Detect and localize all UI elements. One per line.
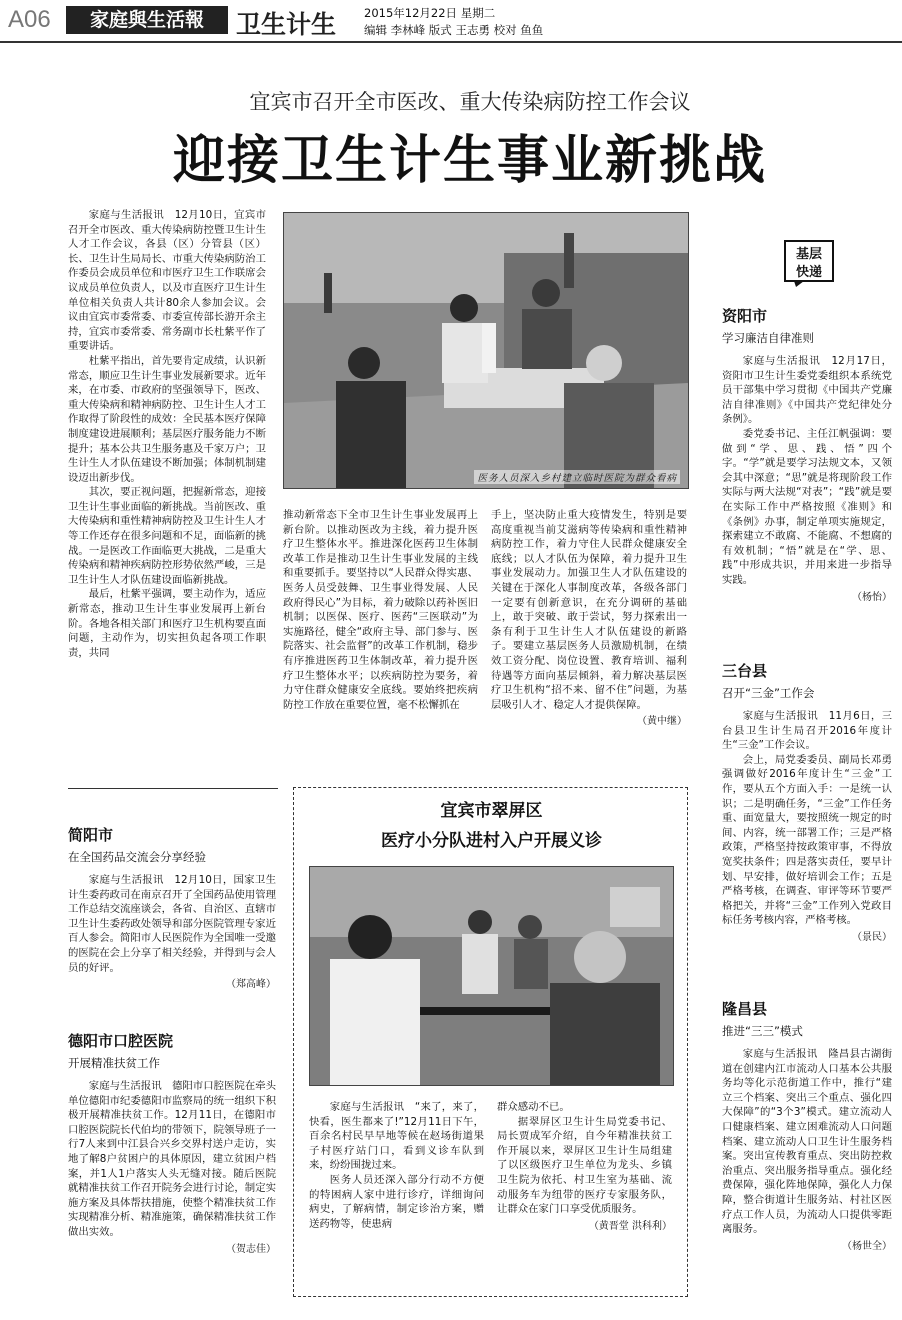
brief-body: 家庭与生活报讯 11月6日，三台县卫生计生局召开2016年度计生“三金”工作会议。 bbox=[722, 710, 892, 752]
lead-column-2 bbox=[283, 508, 478, 770]
clinic-scene-image bbox=[284, 213, 688, 488]
brief-body: 家庭与生活报讯 12月10日，国家卫生计生委药政司在南京召开了全国药品使用管理工作总结交流座谈会，各省、自治区、直辖市卫生计生委药政处领导和部分医院管理专家近百人参会。简阳市人民医院作为全国唯一受邀的医院在会上分享了相关经验，并得到与会人员的好评。 bbox=[68, 874, 276, 974]
lead-paragraph: 推动新常态下全市卫生计生事业发展再上新台阶。以推动医改为主线，着力提升医疗卫生整体水平。推进深化医药卫生体制改革工作是推动卫生计生事业发展的主线和重要抓手。要坚持以“人民群众得实惠、医务人员受鼓舞、卫生事业得发展、人民政府得民心”为目标，着力破除以药补医旧机制；以医保、医疗、医药“三医联动”为实施路径，健全“政府主导、部门参与、医院落实、社会监督”的改革工作机制，稳步有序推进医药卫生体制改革，着力提升医疗卫生整体水平；以疾病防控为要务，着力守住群众健康安全底线。要始终把疾病防控工作放在重要位置，毫不松懈抓在 bbox=[283, 509, 478, 711]
byline: （黄晋堂 洪科利） bbox=[588, 1220, 672, 1232]
lead-column-1 bbox=[68, 208, 266, 768]
divider bbox=[68, 788, 278, 789]
lead-paragraph: 手上，坚决防止重大疫情发生，特别是要高度重视当前艾滋病等传染病和重性精神病防控工作，着力守住人民群众健康安全底线；以人才队伍为保障，着力提升卫生事业发展动力。加强卫生人才队伍建设的关键在于深化人事制度改革，各级各部门一定要有创新意识，在充分调研的基础上，敢于突破、敢于尝试，努力探索出一条有利于卫生计生人才队伍建设的新路子。要建立基层医务人员激励机制，在绩效工资分配、岗位设置、教育培训、福利待遇等方面向基层倾斜，着力解决基层医疗卫生机构“招不来、留不住”问题，为基层吸引人才、稳定人才提供保障。 bbox=[491, 509, 687, 711]
brief-subtitle: 推进“三三”模式 bbox=[722, 1024, 803, 1038]
issue-date: 2015年12月22日 星期二 bbox=[364, 6, 496, 20]
cuiping-paragraph: 家庭与生活报讯 “来了，来了，快看，医生都来了!”12月11日下午，百余名村民早早地等候在赵场街道果子村医疗站门口，看到义诊车队到来，纷纷围拢过来。 bbox=[309, 1101, 484, 1172]
cuiping-column-2 bbox=[497, 1100, 672, 1290]
byline: （黄中继） bbox=[637, 716, 687, 728]
brief-place: 隆昌县 bbox=[722, 1000, 768, 1018]
byline: （杨世全） bbox=[842, 1240, 892, 1252]
brief-place: 资阳市 bbox=[722, 307, 768, 325]
byline: （贺志佳） bbox=[226, 1243, 276, 1255]
brief-subtitle: 学习廉洁自律准则 bbox=[722, 331, 814, 345]
cuiping-title: 医疗小分队进村入户开展义诊 bbox=[381, 831, 602, 851]
cuiping-paragraph: 群众感动不已。 bbox=[497, 1101, 570, 1113]
section-name: 卫生计生 bbox=[236, 10, 337, 39]
brief-deyang bbox=[68, 1030, 276, 1300]
brief-subtitle: 召开“三金”工作会 bbox=[722, 686, 815, 700]
paper-name-logo: 家庭與生活報 bbox=[66, 6, 228, 34]
lead-column-3 bbox=[491, 508, 687, 770]
editor-credits: 编辑 李林峰 版式 王志勇 校对 鱼鱼 bbox=[364, 23, 544, 37]
brief-place: 德阳市口腔医院 bbox=[68, 1032, 174, 1050]
cuiping-paragraph: 据翠屏区卫生计生局党委书记、局长贾成军介绍，自今年精准扶贫工作开展以来，翠屏区卫生计生局组建了以区级医疗卫生单位为龙头、乡镇卫生院为依托、村卫生室为基础、流动服务车为纽带的医疗专家服务队，让群众在家门口享受优质服务。 bbox=[497, 1115, 672, 1216]
brief-body: 家庭与生活报讯 隆昌县古湖街道在创建内江市流动人口基本公共服务均等化示范街道工作中，推行“建立三个档案、突出三个重点、强化四大保障”的“3个3”模式。建立流动人口健康档案、建立困难流动人口问题档案、建立流动人口卫生计生服务档案。突出宣传教育重点、突出防控救治重点、突出服务指导重点。强化经费保障，强化阵地保障，强化人力保障，整合街道计生服务站、村社区医疗点工作人员，为流动人口提供零距离服务。 bbox=[722, 1048, 892, 1236]
brief-longchang bbox=[722, 998, 892, 1300]
brief-subtitle: 开展精准扶贫工作 bbox=[68, 1056, 160, 1070]
lead-photo bbox=[283, 212, 689, 489]
brief-body: 家庭与生活报讯 德阳市口腔医院在牵头单位德阳市纪委德阳市监察局的统一组织下积极开展精准扶贫工作。12月11日，在德阳市口腔医院院长代伯均的带领下，院领导班子一行7人来到中江县合兴乡交界村送户走访，实地了解8户贫困户的具体原因，建立贫困户档案，并1人1户落实人头无缝对接。随后医院就精准扶贫工作召开院务会进行讨论，制定实施方案及具体帮扶措施，使整个精准扶贫工作实现精准分析、精准施策，确保精准扶贫工作做出实效。 bbox=[68, 1080, 276, 1238]
lead-paragraph: 其次，要正视问题，把握新常态，迎接卫生计生事业面临的新挑战。当前医改、重大传染病和重性精神病防控及卫生计生人才等工作还存在很多问题和不足，面临新的挑战。一是医改工作面临更大挑战，二是重大传染病和精神疾病防控形势依然严峻，三是卫生计生人才队伍建设面临新挑战。 bbox=[68, 486, 266, 586]
lead-kicker: 宜宾市召开全市医改、重大传染病防控工作会议 bbox=[249, 90, 691, 114]
news-brief-badge bbox=[784, 240, 834, 288]
lead-paragraph: 杜紫平指出，首先要肯定成绩，认识新常态，顺应卫生计生事业发展新要求。近年来，在市委、市政府的坚强领导下，医改、重大传染病和精神病防控、卫生计生人才工作取得了阶段性的成效：全民基本医疗保障制度建设进展顺利；基层医疗服务能力不断提升；基本公共卫生服务惠及千家万户；卫生计生人才队伍建设不断加强；体制机制建设迈出新步伐。 bbox=[68, 354, 266, 484]
byline: （杨怡） bbox=[852, 591, 892, 603]
brief-subtitle: 在全国药品交流会分享经验 bbox=[68, 850, 206, 864]
cuiping-paragraph: 医务人员还深入部分行动不方便的特困病人家中进行诊疗，详细询问病史，了解病情，制定诊治方案，赠送药物等，使患病 bbox=[309, 1173, 484, 1230]
lead-headline: 迎接卫生计生事业新挑战 bbox=[172, 130, 767, 191]
brief-place: 三台县 bbox=[722, 662, 768, 680]
brief-jianyang bbox=[68, 824, 276, 1004]
byline: （景民） bbox=[852, 931, 892, 943]
brief-santai bbox=[722, 660, 892, 985]
badge-line-2: 快递 bbox=[795, 265, 822, 280]
masthead bbox=[0, 0, 902, 42]
brief-place: 简阳市 bbox=[68, 826, 114, 844]
lead-paragraph: 最后，杜紫平强调，要主动作为，适应新常态，推动卫生计生事业发展再上新台阶。各地各相关部门和医疗卫生机构要直面问题，主动作为，切实担负起各项工作职责，共同 bbox=[68, 588, 266, 659]
brief-ziyang bbox=[722, 305, 892, 645]
byline: （郑高峰） bbox=[226, 979, 276, 991]
cuiping-place: 宜宾市翠屏区 bbox=[440, 801, 543, 821]
badge-line-1: 基层 bbox=[795, 247, 822, 262]
cuiping-column-1 bbox=[309, 1100, 484, 1290]
photo-caption: 医务人员深入乡村建立临时医院为群众看病 bbox=[474, 470, 680, 484]
page-number: A06 bbox=[8, 6, 51, 33]
cuiping-box bbox=[293, 787, 688, 1297]
brief-body: 家庭与生活报讯 12月17日，资阳市卫生计生委党委组织本系统党员干部集中学习贯彻《中国共产党廉洁自律准则》《中国共产党纪律处分条例》。 bbox=[722, 355, 892, 426]
masthead-rule bbox=[0, 41, 902, 43]
brief-body: 委党委书记、主任江帆强调：要做到“学、思、践、悟”四个字。“学”就是要学习法规文本，又领会其中深意；“思”就是将现阶段工作实际与两大法规“对表”；“践”就是要在实际工作中严格按照《准则》和《条例》办事，制定单项实施规定，探索建立不敢腐、不能腐、不想腐的有效机制；“悟”就是在“学、思、践”中形成共识，并用来进一步指导实践。 bbox=[722, 427, 892, 586]
brief-body: 会上，局党委委员、副局长邓勇强调做好2016年度计生“三金”工作，要从五个方面入手：一是统一认识；二是明确任务，“三金”工作任务重、面宽量大，要按照统一规定的时间、内容，统一部署工作；三是严格政策，严格坚持按政策审事，不得放宽奖扶条件；四是落实责任，要早计划、早安排，做好培训会工作；五是严格考核，在调查、审评等环节要严格把关，并将“三金”工作列入党政目标任务考核内容，严格考核。 bbox=[722, 753, 892, 927]
cuiping-photo bbox=[309, 866, 674, 1086]
free-clinic-image bbox=[310, 867, 673, 1085]
lead-paragraph: 家庭与生活报讯 12月10日，宜宾市召开全市医改、重大传染病防控暨卫生计生人才工作会议，各县（区）分管县（区）长、卫生计生局局长、市重大传染病防治工作委员会成员单位和市医疗卫生工作联席会议成员单位负责人，以及市直医疗卫生计生单位相关负责人共计80余人参加会议。会议由宜宾市委常委、市委宣传部长游开余主持，宜宾市委常委、常务副市长杜紫平作了重要讲话。 bbox=[68, 209, 266, 353]
